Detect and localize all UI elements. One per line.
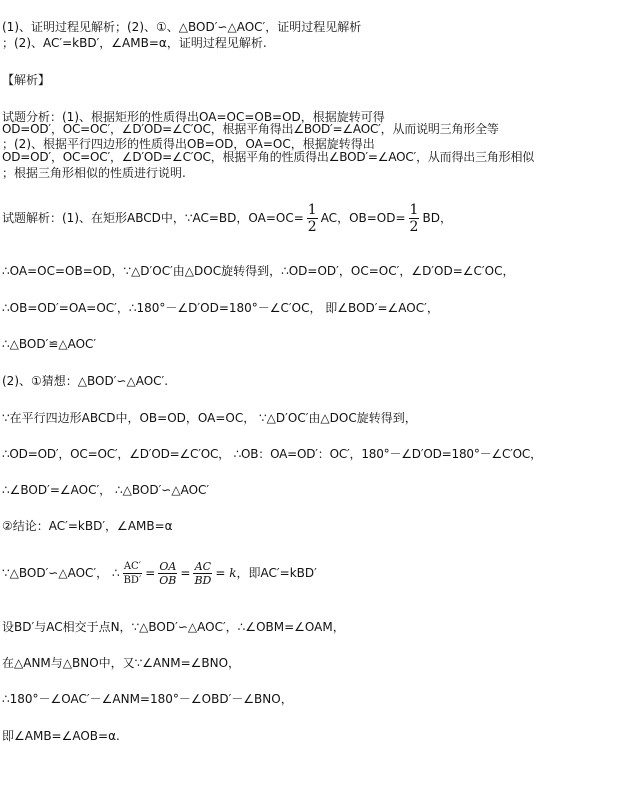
fraction-ac-bd-prime [123, 560, 143, 587]
solution-line-5: (2)、①猜想：△BOD′∽△AOC′. [2, 374, 169, 388]
solution-line-13: ∴180°－∠OAC′－∠ANM=180°－∠OBD′－∠BNO， [2, 692, 293, 706]
ratio-k: k [229, 566, 237, 580]
solution-line-11: 设BD′与AC相交于点N，∵△BOD′∽△AOC′，∴∠OBM=∠OAM， [2, 620, 345, 634]
solution-line-1 [2, 202, 452, 235]
fraction-oa-ob [158, 560, 177, 587]
fraction-numerator: 1 [307, 202, 317, 218]
equals-sign: = [180, 566, 191, 580]
solution-line-9: ②结论：AC′=kBD′，∠AMB=α [2, 519, 173, 533]
answer-line-1: (1)、证明过程见解析；(2)、①、△BOD′∽△AOC′，证明过程见解析 [2, 20, 362, 34]
solution-line-7: ∴OD=OD′，OC=OC′，∠D′OD=∠C′OC， ∴OB：OA=OD′：OC′，180°－∠D′OD=180°－∠C′OC， [2, 447, 542, 461]
solution-line-2: ∴OA=OC=OB=OD，∵△D′OC′由△DOC旋转得到，∴OD=OD′，OC=OC′，∠D′OD=∠C′OC， [2, 264, 515, 278]
fraction-numerator: AC [194, 560, 212, 573]
solution-line-3: ∴OB=OD′=OA=OC′，∴180°－∠D′OD=180°－∠C′OC， 即∠BOD′=∠AOC′， [2, 301, 439, 315]
fraction-denominator: BD [194, 574, 212, 587]
analysis-line-4: OD=OD′，OC=OC′，∠D′OD=∠C′OC，根据平角的性质得出∠BOD′=∠AOC′，从而得出三角形相似 [2, 150, 535, 164]
solution-line-4: ∴△BOD′≌△AOC′ [2, 337, 97, 351]
solution-line-12: 在△ANM与△BNO中，又∵∠ANM=∠BNO， [2, 656, 241, 670]
fraction-denominator: 2 [409, 219, 419, 235]
solution-line-14: 即∠AMB=∠AOB=α. [2, 729, 120, 743]
equals-sign: = [145, 566, 156, 580]
fraction-one-half-b [409, 202, 420, 235]
equals-sign: = [215, 566, 226, 580]
analysis-line-2: OD=OD′，OC=OC′，∠D′OD=∠C′OC，根据平角得出∠BOD′=∠AOC′，从而说明三角形全等 [2, 122, 499, 136]
analysis-line-3: ；(2)、根据平行四边形的性质得出OB=OD，OA=OC，根据旋转得出 [2, 137, 375, 151]
answer-line-2: ；(2)、AC′=kBD′，∠AMB=α，证明过程见解析. [2, 36, 267, 50]
analysis-header: 【解析】 [2, 73, 51, 87]
fraction-one-half-a [307, 202, 318, 235]
fraction-ac-bd [193, 560, 212, 587]
solution-line-1-text-b: AC，OB=OD= [320, 211, 406, 225]
analysis-line-5: ；根据三角形相似的性质进行说明. [2, 166, 186, 180]
fraction-numerator: OA [159, 560, 177, 573]
solution-line-1-text-c: BD， [422, 211, 452, 225]
fraction-denominator: 2 [307, 219, 317, 235]
fraction-denominator: OB [159, 574, 177, 587]
solution-line-6: ∵在平行四边形ABCD中，OB=OD，OA=OC， ∵△D′OC′由△DOC旋转得到， [2, 411, 417, 425]
analysis-line-1: 试题分析：(1)、根据矩形的性质得出OA=OC=OB=OD，根据旋转可得 [2, 110, 385, 124]
solution-line-8: ∴∠BOD′=∠AOC′， ∴△BOD′∽△AOC′ [2, 483, 210, 497]
fraction-numerator: AC′ [123, 561, 141, 572]
solution-line-10-text-a: ∵△BOD′∽△AOC′， ∴ [2, 566, 120, 580]
solution-line-10 [2, 560, 317, 587]
fraction-denominator: BD′ [123, 575, 142, 586]
fraction-numerator: 1 [409, 202, 419, 218]
solution-line-1-text-a: 试题解析：(1)、在矩形ABCD中，∵AC=BD，OA=OC= [2, 211, 304, 225]
solution-line-10-text-b: ，即AC′=kBD′ [236, 566, 317, 580]
